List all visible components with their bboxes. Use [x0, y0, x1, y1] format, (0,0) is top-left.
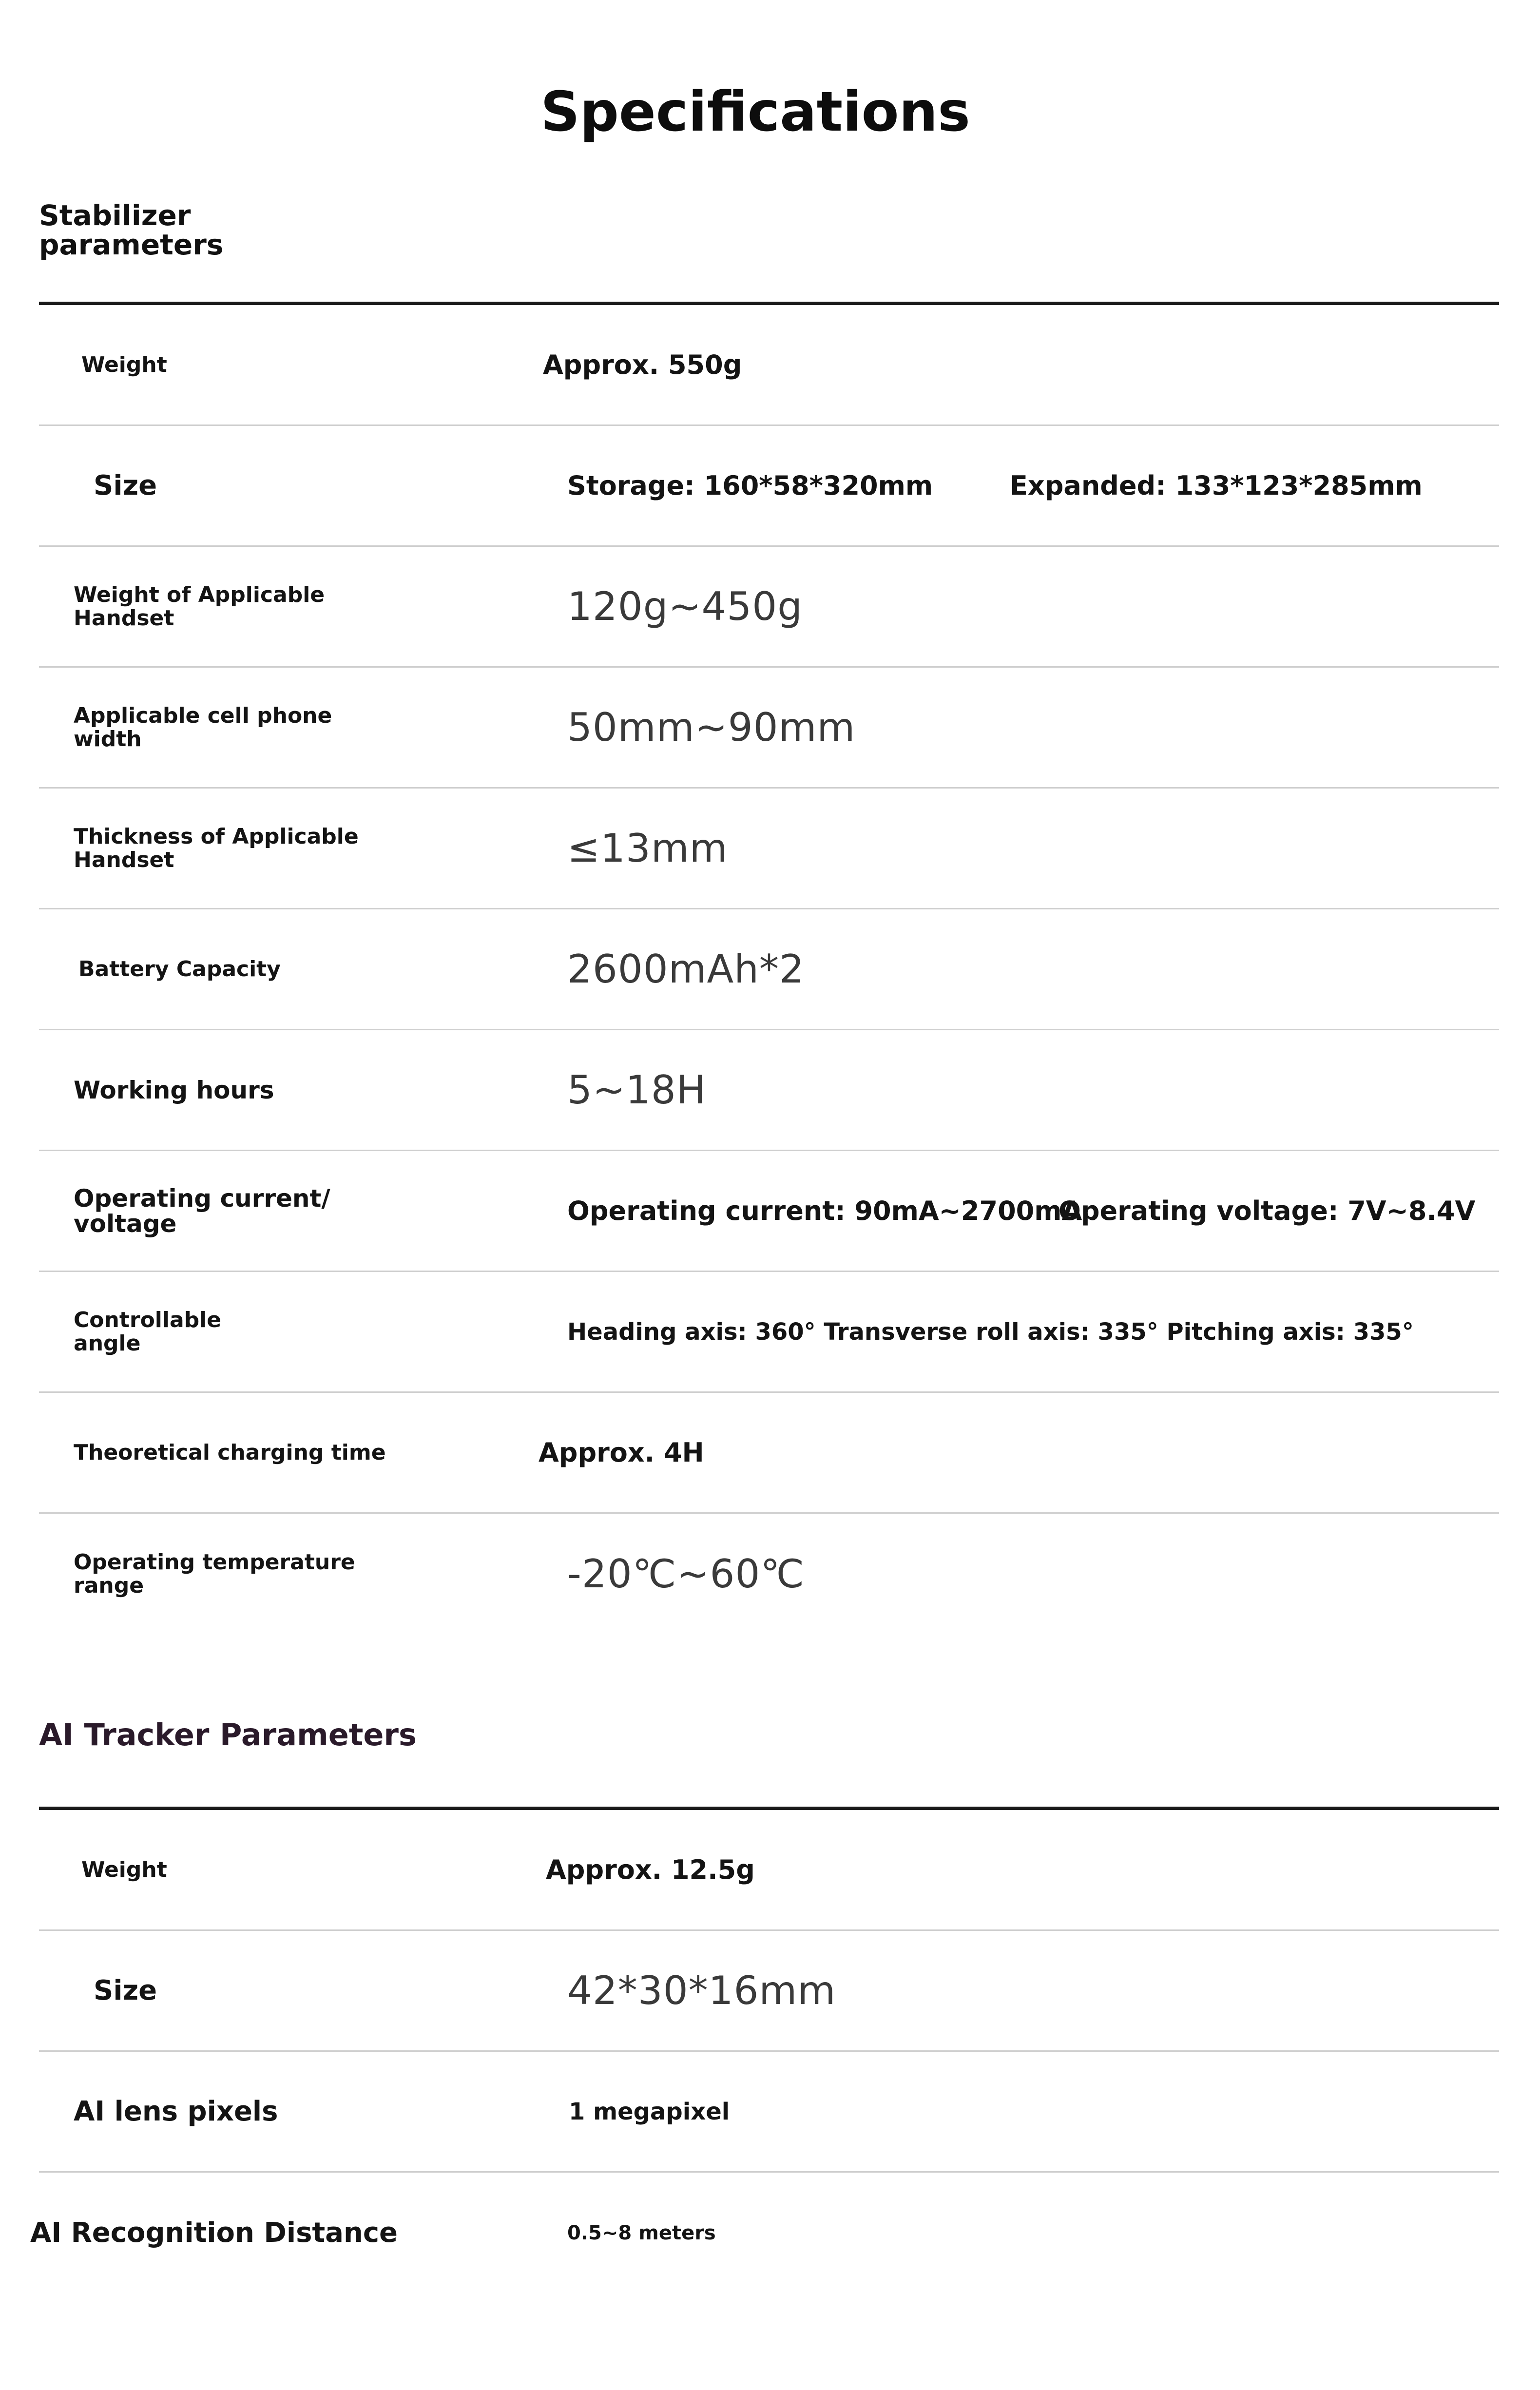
- spec-label: AI lens pixels: [74, 2095, 278, 2127]
- spec-label: Operating current/ voltage: [74, 1184, 330, 1238]
- spec-value: Heading axis: 360° Transverse roll axis: 335° Pitching axis: 335°: [567, 1318, 1414, 1346]
- spec-label: AI Recognition Distance: [30, 2217, 398, 2249]
- spec-row-weight: [39, 305, 1499, 426]
- spec-label: Operating temperature range: [74, 1550, 355, 1598]
- spec-value: 42*30*16mm: [567, 1967, 836, 2013]
- spec-value-expanded: Expanded: 133*123*285mm: [1010, 470, 1423, 501]
- spec-value: 50mm~90mm: [567, 704, 856, 750]
- tracker-section-title: AI Tracker Parameters: [39, 1717, 417, 1753]
- spec-label: Applicable cell phone width: [74, 703, 332, 752]
- spec-label: Theoretical charging time: [74, 1440, 386, 1465]
- spec-row-handset-weight: [39, 547, 1499, 668]
- spec-label: Battery Capacity: [78, 956, 281, 982]
- spec-label: Thickness of Applicable Handset: [74, 824, 359, 872]
- spec-row-handset-thickness: [39, 789, 1499, 909]
- tracker-row-lens: [39, 2052, 1499, 2173]
- spec-value-voltage: Operating voltage: 7V~8.4V: [1059, 1195, 1476, 1226]
- spec-row-phone-width: [39, 668, 1499, 789]
- spec-value: 0.5~8 meters: [567, 2222, 716, 2244]
- spec-value-storage: Storage: 160*58*320mm: [567, 470, 933, 501]
- spec-value: 5~18H: [567, 1067, 706, 1113]
- spec-value: -20℃~60℃: [567, 1551, 805, 1597]
- spec-value: ≤13mm: [567, 825, 728, 871]
- spec-row-angle: [39, 1272, 1499, 1393]
- spec-label: Weight: [81, 352, 167, 377]
- page-title: Specifications: [540, 80, 970, 144]
- tracker-section-divider: [39, 1807, 1499, 1810]
- spec-value: 2600mAh*2: [567, 946, 805, 992]
- stabilizer-section-title: Stabilizer parameters: [39, 199, 224, 261]
- spec-label: Controllable angle: [74, 1307, 222, 1356]
- spec-value: 1 megapixel: [569, 2098, 730, 2125]
- stabilizer-section-divider: [39, 302, 1499, 305]
- spec-value: Approx. 4H: [539, 1437, 704, 1468]
- tracker-row-recognition: [30, 2173, 1499, 2294]
- spec-label: Weight of Applicable Handset: [74, 582, 325, 631]
- spec-value-current: Operating current: 90mA~2700mA: [567, 1195, 1082, 1226]
- spec-value: Approx. 12.5g: [546, 1854, 755, 1885]
- spec-value: 120g~450g: [567, 583, 803, 629]
- spec-label: Working hours: [74, 1076, 274, 1104]
- spec-row-charging-time: [39, 1393, 1499, 1514]
- spec-row-battery: [39, 909, 1499, 1030]
- spec-row-temperature: [39, 1514, 1499, 1635]
- tracker-row-weight: [39, 1810, 1499, 1931]
- spec-row-working-hours: [39, 1030, 1499, 1151]
- spec-label: Weight: [81, 1857, 167, 1882]
- spec-label: Size: [94, 469, 157, 501]
- tracker-row-size: [39, 1931, 1499, 2052]
- spec-row-size: [39, 426, 1499, 547]
- spec-label: Size: [94, 1974, 157, 2006]
- spec-row-current-voltage: [39, 1151, 1499, 1272]
- spec-value: Approx. 550g: [543, 349, 742, 380]
